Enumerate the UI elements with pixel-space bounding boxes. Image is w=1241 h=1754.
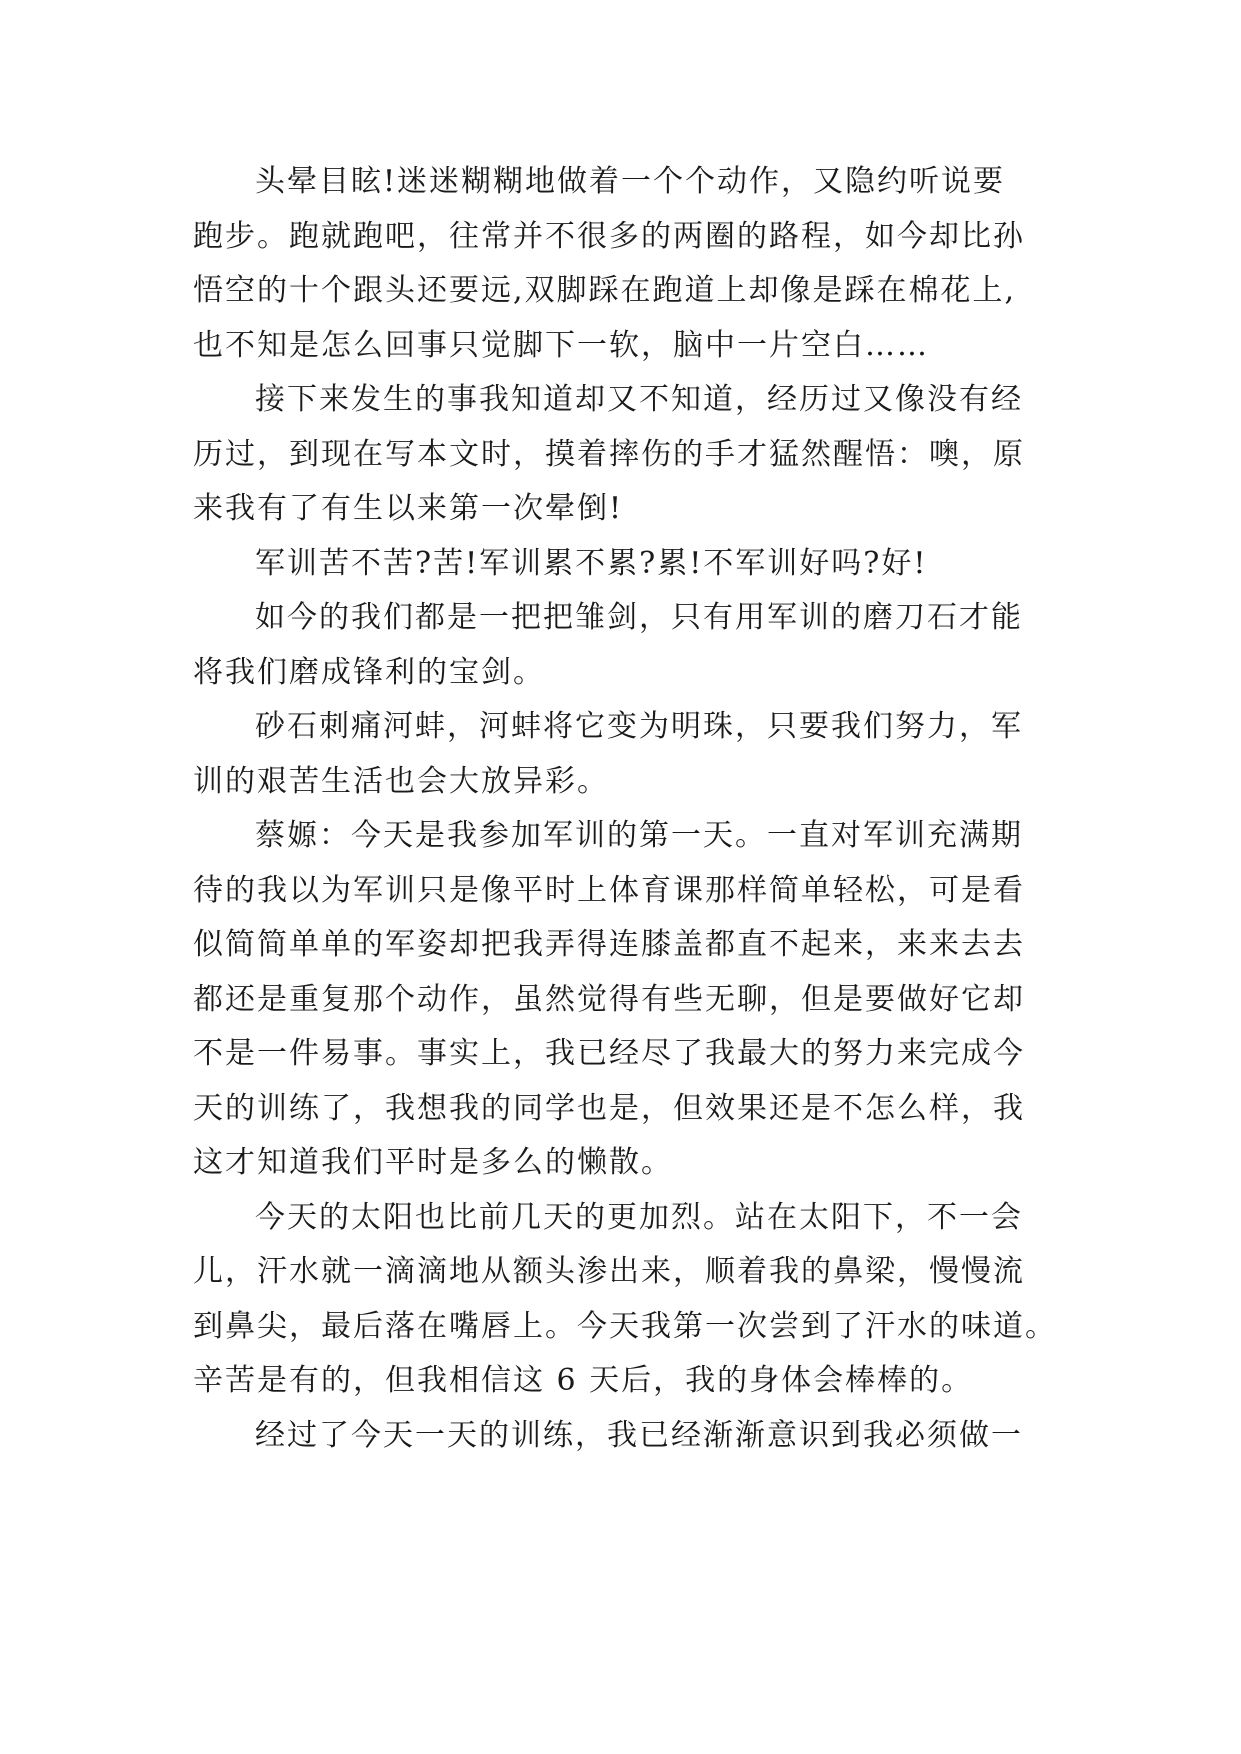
text-line: 悟空的十个跟头还要远,双脚踩在跑道上却像是踩在棉花上,	[193, 273, 1017, 308]
text-line: 蔡嫄：今天是我参加军训的第一天。一直对军训充满期	[255, 818, 1023, 853]
text-line: 训的艰苦生活也会大放异彩。	[193, 763, 609, 799]
text-line: 今天的太阳也比前几天的更加烈。站在太阳下，不一会	[255, 1199, 1023, 1235]
text-line: 辛苦是有的，但我相信这 6 天后，我的身体会棒棒的。	[193, 1363, 974, 1398]
text-line: 这才知道我们平时是多么的懒散。	[193, 1145, 673, 1180]
text-line: 不是一件易事。事实上，我已经尽了我最大的努力来完成今	[193, 1036, 1025, 1071]
text-line: 到鼻尖，最后落在嘴唇上。今天我第一次尝到了汗水的味道。	[193, 1308, 1057, 1344]
text-line: 砂石刺痛河蚌，河蚌将它变为明珠，只要我们努力，军	[255, 709, 1023, 744]
text-line: 来我有了有生以来第一次晕倒!	[193, 491, 624, 526]
text-line: 跑步。跑就跑吧，往常并不很多的两圈的路程，如今却比孙	[193, 218, 1025, 254]
text-line: 将我们磨成锋利的宝剑。	[193, 654, 545, 690]
text-line: 如今的我们都是一把把雏剑，只有用军训的磨刀石才能	[255, 600, 1023, 635]
text-line: 军训苦不苦?苦!军训累不累?累!不军训好吗?好!	[255, 545, 928, 581]
text-line: 儿，汗水就一滴滴地从额头渗出来，顺着我的鼻梁，慢慢流	[193, 1254, 1025, 1289]
article-body	[193, 155, 1057, 1463]
text-line: 历过，到现在写本文时，摸着摔伤的手才猛然醒悟：噢，原	[193, 436, 1025, 472]
text-line: 天的训练了，我想我的同学也是，但效果还是不怎么样，我	[193, 1090, 1025, 1126]
text-line: 似简简单单的军姿却把我弄得连膝盖都直不起来，来来去去	[193, 927, 1025, 962]
text-line: 待的我以为军训只是像平时上体育课那样简单轻松，可是看	[193, 872, 1025, 908]
text-line: 接下来发生的事我知道却又不知道，经历过又像没有经	[255, 382, 1023, 417]
text-line: 也不知是怎么回事只觉脚下一软，脑中一片空白……	[193, 327, 929, 363]
text-line: 经过了今天一天的训练，我已经渐渐意识到我必须做一	[255, 1417, 1023, 1453]
text-line: 都还是重复那个动作，虽然觉得有些无聊，但是要做好它却	[193, 981, 1025, 1017]
text-line: 头晕目眩!迷迷糊糊地做着一个个动作，又隐约听说要	[255, 164, 1006, 199]
